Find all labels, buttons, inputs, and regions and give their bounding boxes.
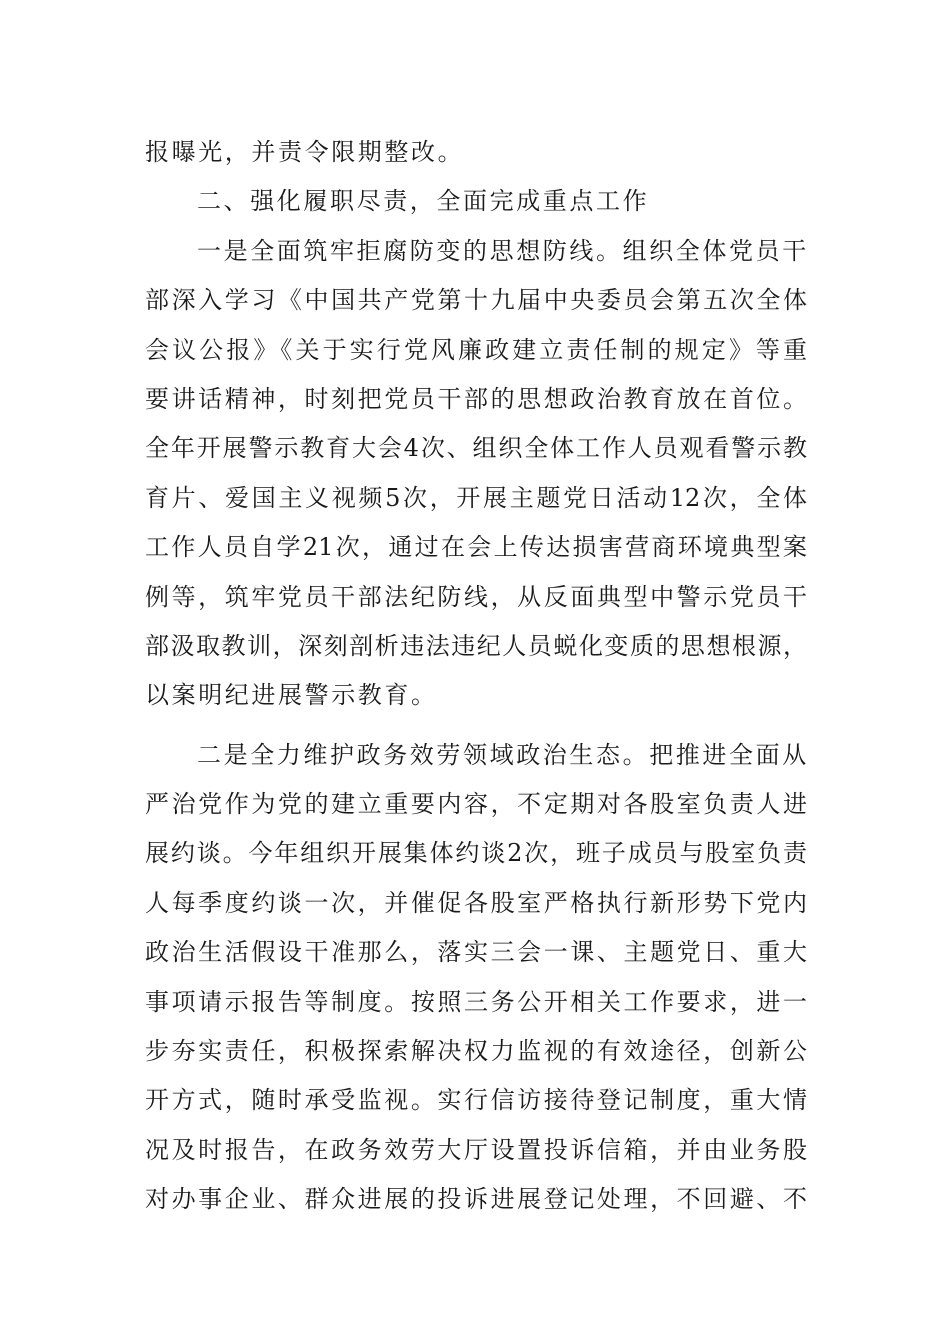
text-line: 以案明纪进展警示教育。	[145, 681, 438, 710]
text-line: 对办事企业、群众进展的投诉进展登记处理，不回避、不	[145, 1185, 807, 1214]
text-line: 步夯实责任，积极探索解决权力监视的有效途径，创新公	[145, 1037, 807, 1066]
text-line: 部深入学习《中国共产党第十九届中央委员会第五次全体	[145, 286, 807, 315]
text-line: 事项请示报告等制度。按照三务公开相关工作要求，进一	[145, 987, 807, 1016]
text-line: 严治党作为党的建立重要内容，不定期对各股室负责人进	[145, 790, 807, 819]
text-line: 二是全力维护政务效劳领域政治生态。把推进全面从	[197, 740, 809, 769]
text-line: 报曝光，并责令限期整改。	[145, 138, 465, 166]
text-line: 人每季度约谈一次，并催促各股室严格执行新形势下党内	[145, 888, 807, 917]
paragraph-2	[145, 731, 807, 1225]
section-heading: 二、强化履职尽责，全面完成重点工作	[197, 187, 650, 216]
text-line: 要讲话精神，时刻把党员干部的思想政治教育放在首位。	[145, 384, 807, 413]
text-line: 一是全面筑牢拒腐防变的思想防线。组织全体党员干	[197, 236, 809, 265]
paragraph-1	[145, 227, 807, 721]
text-line: 例等，筑牢党员干部法纪防线，从反面典型中警示党员干	[145, 582, 807, 611]
text-line: 工作人员自学21次，通过在会上传达损害营商环境典型案	[145, 533, 807, 562]
text-line: 政治生活假设干准那么，落实三会一课、主题党日、重大	[145, 938, 807, 967]
text-line: 况及时报告，在政务效劳大厅设置投诉信箱，并由业务股	[145, 1135, 807, 1164]
document-body	[145, 128, 807, 1225]
text-line: 全年开展警示教育大会4次、组织全体工作人员观看警示教	[145, 434, 807, 463]
paragraph-gap	[145, 721, 807, 731]
text-line: 展约谈。今年组织开展集体约谈2次，班子成员与股室负责	[145, 839, 807, 868]
text-line: 开方式，随时承受监视。实行信访接待登记制度，重大情	[145, 1086, 807, 1115]
text-line: 会议公报》《关于实行党风廉政建立责任制的规定》等重	[145, 335, 807, 364]
text-line: 部汲取教训，深刻剖析违法违纪人员蜕化变质的思想根源，	[145, 631, 807, 660]
text-line: 育片、爱国主义视频5次，开展主题党日活动12次，全体	[145, 483, 807, 512]
